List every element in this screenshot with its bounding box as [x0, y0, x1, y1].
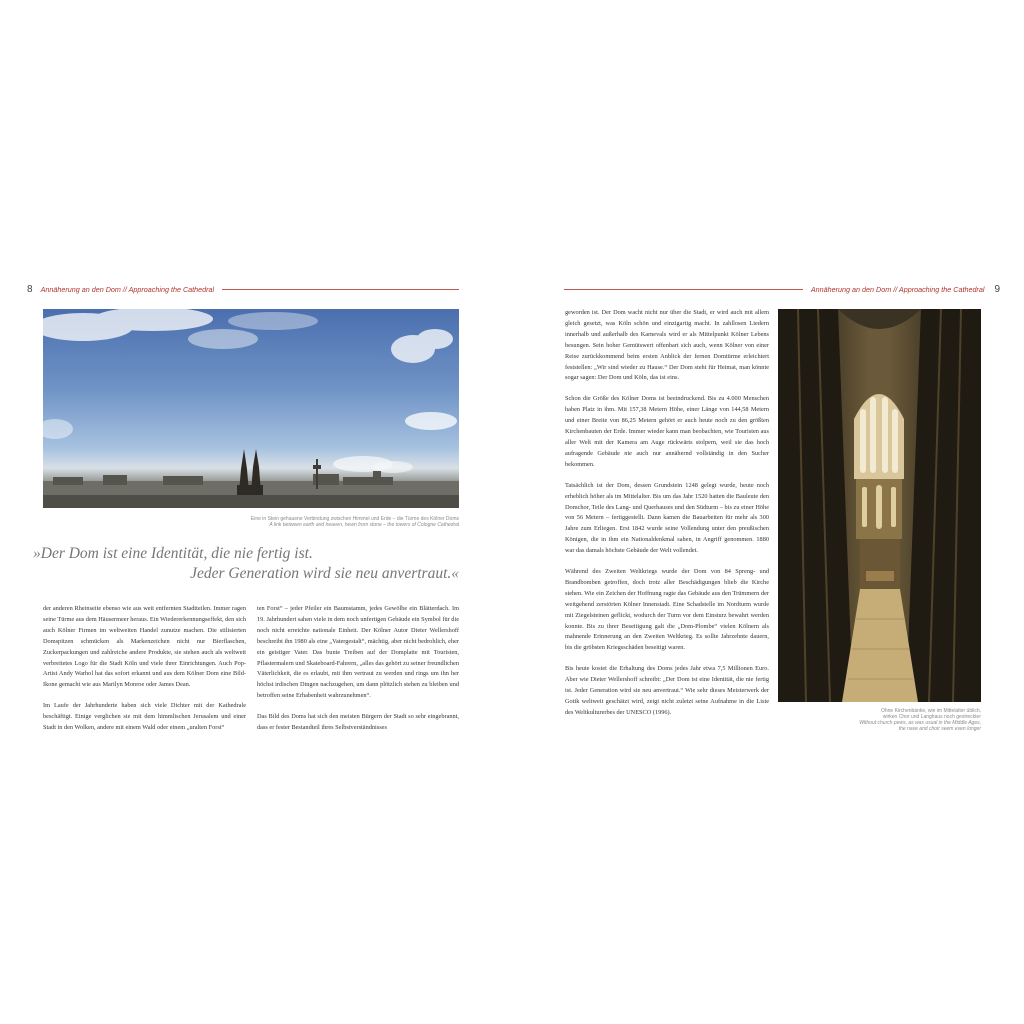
paragraph: Schon die Größe des Kölner Doms ist beeindruckend. Bis zu 4.000 Menschen haben Platz in ihm. Mit 157,38 Metern Höhe, einer Länge von 144,58 Metern und einer Breite von 86,25 Metern gehört er auch heute noch zu den größten Kirchenbauten der Erde. Immer wieder kann man beobachten, wie Touristen aus aller Welt mit der Kamera am Auge rückwärts stolpern, weil sie das hoch aufragende Gebäude nie auch nur annähernd vollständig in den Sucher bekommen. — [565, 395, 769, 468]
page-number-left: 8 — [27, 283, 33, 295]
paragraph: der anderen Rheinseite ebenso wie aus weit entfernten Stadtteilen. Immer ragen seine Türme aus dem Häusermeer heraus. Ein Wiedererkennungseffekt, den sich auch Kölner Firmen im weltweiten Handel zunutze machen. Die stilisierten Domspitzen schmücken als Markenzeichen nicht nur Bierflaschen, Zuckerpackungen und zahlreiche andere Produkte, sie stehen auch als weltweit verbreitetes Logo für die Stadt Köln und viele ihrer Einrichtungen. Auch Pop-Artist Andy Warhol hat das sofort erkannt und aus dem Kölner Dom eine Bild-Ikone gemacht wie aus Marilyn Monroe oder James Dean. — [43, 605, 246, 689]
cathedral-nave-photo — [778, 309, 981, 702]
paragraph: Im Laufe der Jahrhunderte haben sich viele Dichter mit der Kathedrale beschäftigt. Einige verglichen sie mit dem himmlischen Jerusalem und einer Stadt in den Wolken, andere mit einem Wald oder einem „uralten Forst“ — [43, 702, 246, 732]
pull-quote-line-1: »Der Dom ist eine Identität, die nie fertig ist. — [33, 545, 313, 562]
photo-caption-right — [778, 708, 981, 732]
caption-de: Eine in Stein gehauene Verbindung zwischen Himmel und Erde – die Türme des Kölner Doms — [250, 516, 459, 522]
pull-quote — [33, 544, 459, 584]
body-column-3 — [565, 308, 769, 729]
page-number-right: 9 — [994, 283, 1000, 295]
paragraph: geworden ist. Der Dom wacht nicht nur über die Stadt, er wird auch mit allem gleich gesetzt, was Köln schön und einzigartig macht. In zahllosen Liedern innerhalb und außerhalb des Karnevals wird er als Mittelpunkt Kölner Lebens besungen. Sein hoher Gemütswert offenbart sich auch, wenn Kölner von einer Reise zurückkommend beim ersten Anblick der fernen Domtürme erleichtert feststellen: „Wir sind wieder zu Hause.“ Der Dom steht für Heimat, man könnte sogar sagen: Der Dom und Köln, das ist eins. — [565, 309, 769, 382]
running-header-left — [27, 282, 459, 296]
body-column-1 — [43, 604, 246, 744]
running-title-right: Annäherung an den Dom // Approaching the Cathedral — [810, 284, 985, 294]
cologne-skyline-photo — [43, 309, 459, 508]
header-rule-right — [564, 289, 803, 290]
paragraph: Das Bild des Doms hat sich den meisten Bürgern der Stadt so sehr eingebrannt, dass er fester Bestandteil ihres Selbstverständnisses — [257, 713, 459, 732]
caption-de-1: Ohne Kirchenbänke, wie im Mittelalter üblich, — [880, 708, 981, 714]
paragraph: Bis heute kostet die Erhaltung des Doms jedes Jahr etwa 7,5 Millionen Euro. Aber wie Dieter Wellershoff schreibt: „Der Dom ist eine Identität, die nie fertig ist. Jeder Generation wird sie neu anvertraut.“ Wie sehr dieses Meisterwerk der Gotik weltweit geschätzt wird, zeigt nicht zuletzt seine Aufnahme in die Liste des Weltkulturerbes der UNESCO (1996). — [565, 665, 769, 716]
body-column-2 — [257, 604, 459, 744]
caption-en-2: the nave and choir seem even longer — [898, 726, 981, 732]
paragraph: ten Forst“ – jeder Pfeiler ein Baumstamm, jedes Gewölbe ein Blätterdach. Im 19. Jahrhundert sahen viele in dem noch unfertigen Gebäude ein Symbol für die noch nicht erreichte nationale Einheit. Der Kölner Autor Dieter Wellershoff beschreibt ihn 1980 als eine „Vatergestalt“, mächtig, aber nicht bedrohlich, eher ein geistiger Vater. Das bunte Treiben auf der Domplatte mit Touristen, Pflastermalern und Skateboard-Fahrern, „alles das gehört zu seiner freundlichen Väterlichkeit, die es erlaubt, mit ihm vertraut zu werden und rings um ihn her höchst irdischen Dingen nachzugehen, um dann plötzlich stehen zu bleiben und betroffen seine Erhabenheit wahrzunehmen“. — [257, 605, 459, 700]
caption-en-1: Without church pews, as was usual in the Middle Ages, — [859, 720, 981, 726]
paragraph: Tatsächlich ist der Dom, dessen Grundstein 1248 gelegt wurde, heute noch erheblich höher als im Mittelalter. Bis um das Jahr 1520 hatten die Bauleute den Domchor, Teile des Lang- und Querhauses und den Südturm – bis zu einer Höhe von 56 Metern – fertiggestellt. Dann kamen die Bauarbeiten für mehr als 300 Jahre zum Erliegen. Erst 1842 wurde seine Vollendung unter den preußischen Königen, die in ihm ein Nationaldenkmal sahen, in Angriff genommen. 1880 war das damals höchste Gebäude der Welt vollendet. — [565, 481, 769, 555]
photo-caption-left — [43, 516, 459, 528]
caption-de-2: wirken Chor und Langhaus noch gestreckter — [882, 714, 981, 720]
running-title-left: Annäherung an den Dom // Approaching the Cathedral — [40, 284, 215, 294]
pull-quote-line-2: Jeder Generation wird sie neu anvertraut.« — [190, 565, 459, 582]
caption-en: A link between earth and heaven, hewn from stone – the towers of Cologne Cathedral — [269, 522, 459, 528]
header-rule-left — [222, 289, 459, 290]
running-header-right — [564, 282, 1000, 296]
paragraph: Während des Zweiten Weltkriegs wurde der Dom von 84 Spreng- und Brandbomben getroffen, doch trotz aller Beschädigungen blieb die Kirche stehen. Wie ein Zeichen der Hoffnung ragte das Gebäude aus den Trümmern der weitgehend zerstörten Kölner Innenstadt. Eine Schadstelle im Nordturm wurde mit Ziegelsteinen geflickt, wodurch der Turm vor dem Einsturz bewahrt werden konnte. Bis zu ihrer Beseitigung galt die „Dom-Plombe“ vielen Kölnern als mahnende Erinnerung an den Zweiten Weltkrieg. Es sollte Jahrzehnte dauern, bis die gröbsten Kriegsschäden beseitigt waren. — [565, 568, 769, 652]
